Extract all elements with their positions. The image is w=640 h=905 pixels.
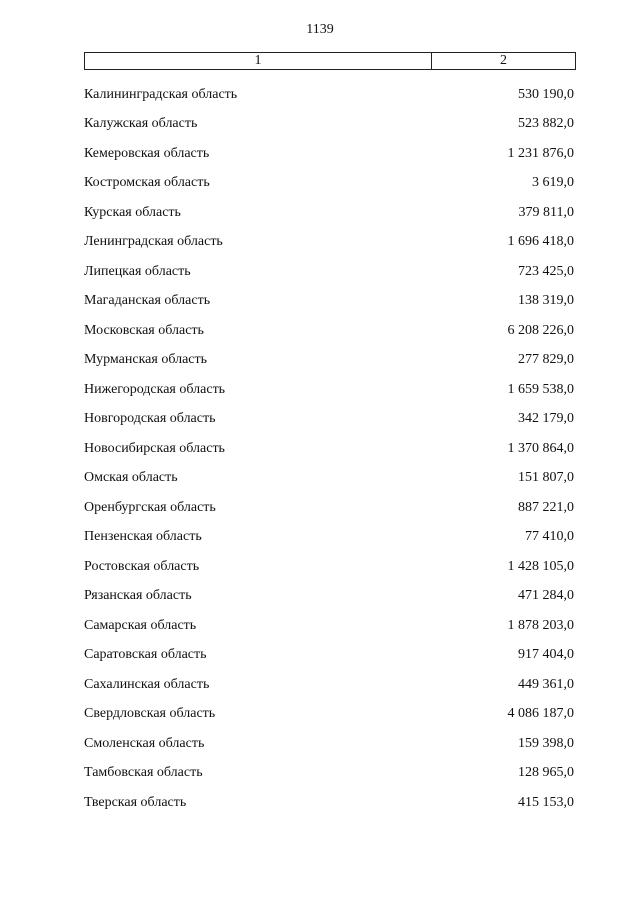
region-value: 379 811,0 — [518, 204, 574, 220]
table-row — [84, 316, 574, 346]
region-name: Костромская область — [84, 175, 210, 191]
region-name: Липецкая область — [84, 263, 191, 279]
region-value: 887 221,0 — [518, 499, 574, 515]
table-row — [84, 346, 574, 376]
region-value: 128 965,0 — [518, 765, 574, 781]
region-value: 471 284,0 — [518, 588, 574, 604]
region-value: 138 319,0 — [518, 293, 574, 309]
region-value: 4 086 187,0 — [507, 706, 574, 722]
table-row — [84, 287, 574, 317]
region-name: Ленинградская область — [84, 234, 223, 250]
region-name: Магаданская область — [84, 293, 211, 309]
region-value: 77 410,0 — [525, 529, 574, 545]
table-row — [84, 552, 574, 582]
region-name: Кемеровская область — [84, 145, 210, 161]
table-row — [84, 641, 574, 671]
region-name: Ростовская область — [84, 558, 200, 574]
region-name: Пензенская область — [84, 529, 202, 545]
region-value: 159 398,0 — [518, 735, 574, 751]
region-value: 917 404,0 — [518, 647, 574, 663]
region-value: 151 807,0 — [518, 470, 574, 486]
region-name: Оренбургская область — [84, 499, 216, 515]
region-name: Тамбовская область — [84, 765, 203, 781]
region-value: 1 878 203,0 — [507, 617, 574, 633]
region-value: 277 829,0 — [518, 352, 574, 368]
table-row — [84, 139, 574, 169]
table-row — [84, 759, 574, 789]
region-value: 1 696 418,0 — [507, 234, 574, 250]
region-name: Нижегородская область — [84, 381, 226, 397]
region-name: Свердловская область — [84, 706, 216, 722]
region-name: Калининградская область — [84, 86, 238, 102]
region-name: Смоленская область — [84, 735, 205, 751]
table-row — [84, 434, 574, 464]
region-value: 342 179,0 — [518, 411, 574, 427]
table-row — [84, 257, 574, 287]
region-name: Московская область — [84, 322, 204, 338]
table-row — [84, 198, 574, 228]
table-row — [84, 80, 574, 110]
region-name: Омская область — [84, 470, 178, 486]
table-row — [84, 611, 574, 641]
table-row — [84, 375, 574, 405]
region-value: 6 208 226,0 — [507, 322, 574, 338]
region-value: 415 153,0 — [518, 794, 574, 810]
region-name: Курская область — [84, 204, 181, 220]
table-row — [84, 788, 574, 818]
table-row — [84, 464, 574, 494]
region-value: 1 370 864,0 — [507, 440, 574, 456]
region-name: Новгородская область — [84, 411, 216, 427]
region-value: 723 425,0 — [518, 263, 574, 279]
table-header — [84, 52, 576, 70]
region-name: Рязанская область — [84, 588, 192, 604]
region-name: Саратовская область — [84, 647, 207, 663]
region-value: 1 659 538,0 — [507, 381, 574, 397]
region-name: Калужская область — [84, 116, 198, 132]
region-value: 449 361,0 — [518, 676, 574, 692]
table-row — [84, 729, 574, 759]
table-row — [84, 670, 574, 700]
region-value: 1 231 876,0 — [507, 145, 574, 161]
table-row — [84, 169, 574, 199]
region-name: Самарская область — [84, 617, 197, 633]
column-header-2: 2 — [500, 53, 507, 68]
region-value: 3 619,0 — [532, 175, 574, 191]
region-name: Мурманская область — [84, 352, 208, 368]
table-row — [84, 700, 574, 730]
region-name: Новосибирская область — [84, 440, 225, 456]
table-row — [84, 110, 574, 140]
column-header-1: 1 — [85, 53, 432, 69]
table-row — [84, 582, 574, 612]
table-row — [84, 228, 574, 258]
table-row — [84, 493, 574, 523]
table-row — [84, 523, 574, 553]
region-name: Тверская область — [84, 794, 187, 810]
page-number: 1139 — [306, 22, 334, 37]
region-value: 523 882,0 — [518, 116, 574, 132]
table-row — [84, 405, 574, 435]
region-value: 530 190,0 — [518, 86, 574, 102]
table-body — [84, 80, 574, 818]
region-value: 1 428 105,0 — [507, 558, 574, 574]
region-name: Сахалинская область — [84, 676, 210, 692]
